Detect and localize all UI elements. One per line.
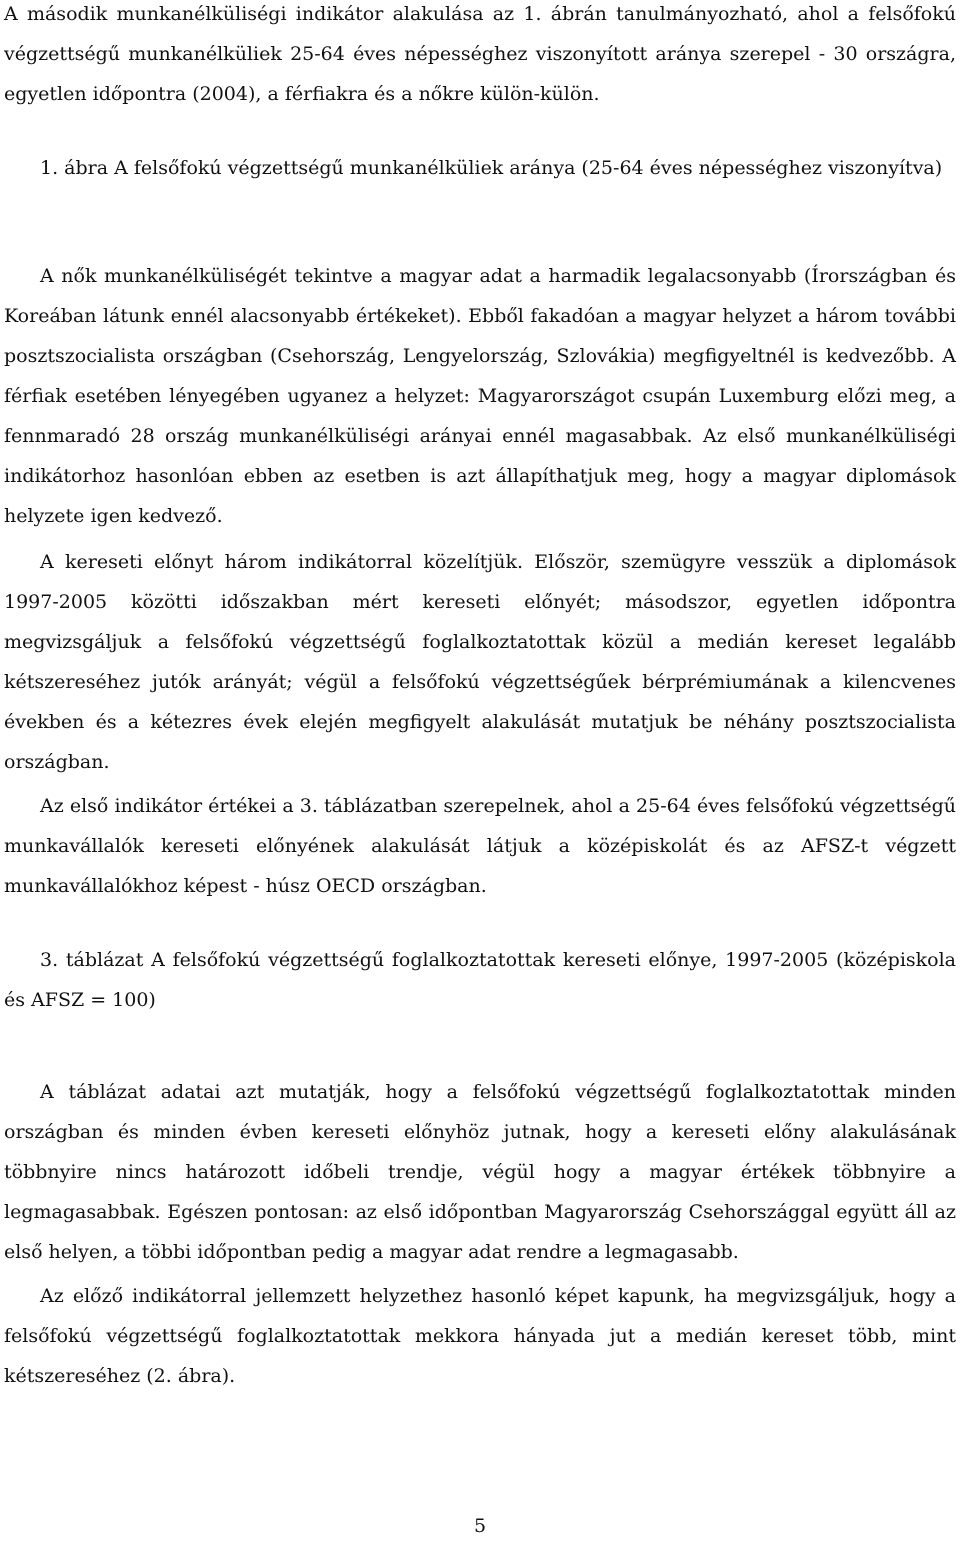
table-3-caption: 3. táblázat A felsőfokú végzettségű foglalkoztatottak kereseti előnye, 1997-2005 (középiskola és AFSZ = 100) [4,949,956,1011]
paragraph-first-indicator-table: Az első indikátor értékei a 3. táblázatban szerepelnek, ahol a 25-64 éves felsőfokú végzettségű munkavállalók kereseti előnyének alakulását látjuk a középiskolát és az AFSZ-t végzett munkavállalókhoz képest - húsz OECD országban. [4,795,956,897]
paragraph-unemployment-indicator-intro: A második munkanélküliségi indikátor alakulása az 1. ábrán tanulmányozható, ahol a felsőfokú végzettségű munkanélküliek 25-64 éves népességhez viszonyított aránya szerepel - 30 országra, egyetlen időpontra (2004), a férfiakra és a nőkre külön-külön. [4,3,956,105]
paragraph-median-earnings-reference: Az előző indikátorral jellemzett helyzethez hasonló képet kapunk, ha megvizsgáljuk, hogy a felsőfokú végzettségű foglalkoztatottak mekkora hányada jut a medián kereset több, mint kétszereséhez (2. ábra). [4,1285,956,1387]
paragraph-table-findings: A táblázat adatai azt mutatják, hogy a felsőfokú végzettségű foglalkoztatottak minden országban és minden évben kereseti előnyhöz jutnak, hogy a kereseti előny alakulásának többnyire nincs határozott időbeli trendje, végül hogy a magyar értékek többnyire a legmagasabbak. Egészen pontosan: az első időpontban Magyarország Csehországgal együtt áll az első helyen, a többi időpontban pedig a magyar adat rendre a legmagasabb. [4,1081,956,1263]
page-number: 5 [473,1515,487,1537]
paragraph-earnings-advantage-indicators: A kereseti előnyt három indikátorral közelítjük. Először, szemügyre vesszük a diplomások 1997-2005 közötti időszakban mért kereseti előnyét; másodszor, egyetlen időpontra megvizsgáljuk a felsőfokú végzettségű foglalkoztatottak közül a medián kereset legalább kétszereséhez jutók arányát; végül a felsőfokú végzettségűek bérprémiumának a kilencvenes években és a kétezres évek elején megfigyelt alakulását mutatjuk be néhány posztszocialista országban. [4,551,956,773]
figure-1-caption: 1. ábra A felsőfokú végzettségű munkanélküliek aránya (25-64 éves népességhez viszonyítva) [40,157,943,179]
paragraph-women-men-unemployment: A nők munkanélküliségét tekintve a magyar adat a harmadik legalacsonyabb (Írországban és Koreában látunk ennél alacsonyabb értékeket). Ebből fakadóan a magyar helyzet a három további posztszocialista országban (Csehország, Lengyelország, Szlovákia) megfigyeltnél is kedvezőbb. A férfiak esetében lényegében ugyanez a helyzet: Magyarországot csupán Luxemburg előzi meg, a fennmaradó 28 ország munkanélküliségi arányai ennél magasabbak. Az első munkanélküliségi indikátorhoz hasonlóan ebben az esetben is azt állapíthatjuk meg, hogy a magyar diplomások helyzete igen kedvező. [4,265,956,527]
